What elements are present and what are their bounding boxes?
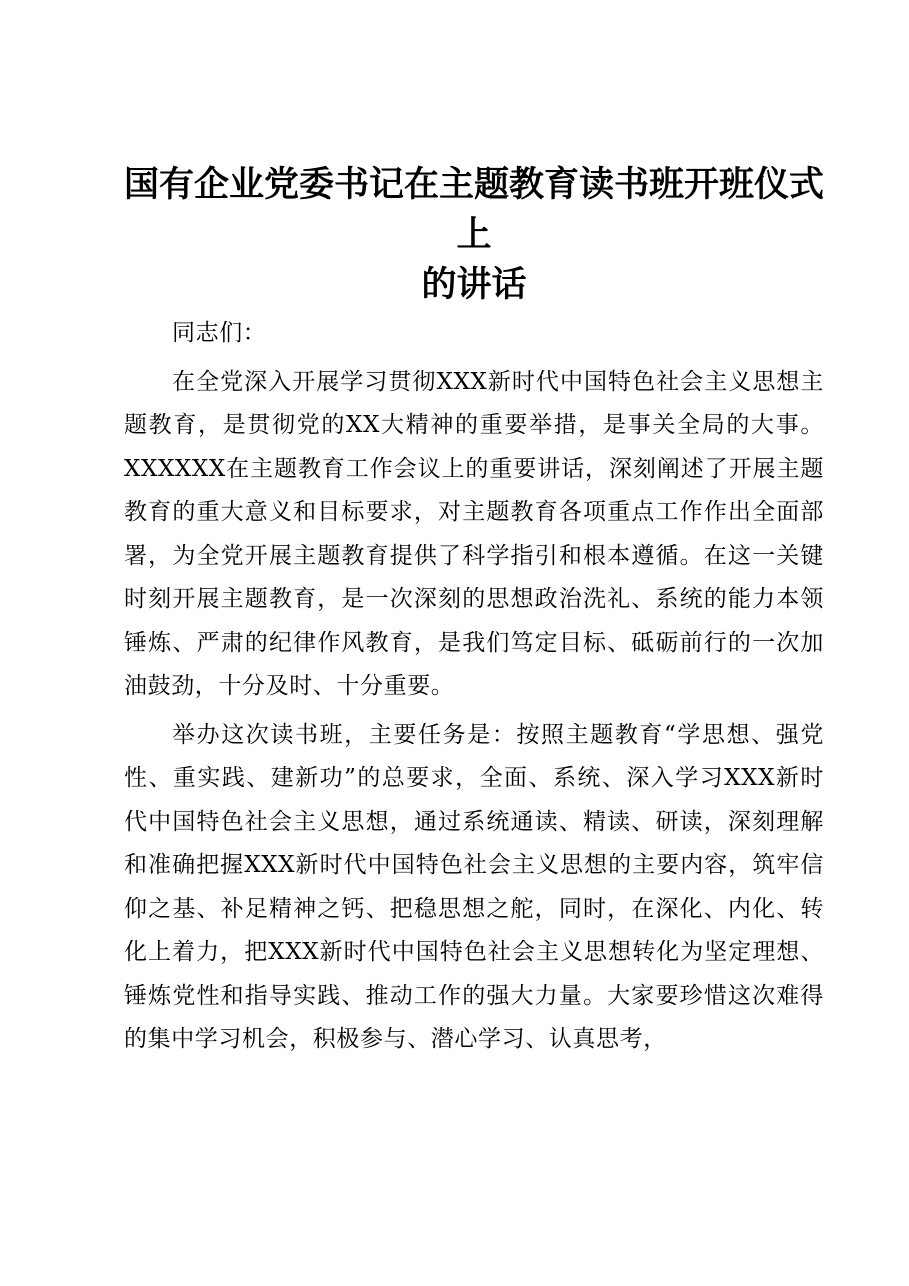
paragraph-1: 在全党深入开展学习贯彻XXX新时代中国特色社会主义思想主题教育，是贯彻党的XX大精神的重要举措，是事关全局的大事。XXXXXX在主题教育工作会议上的重要讲话，深刻阐述了开展主题教育的重大意义和目标要求，对主题教育各项重点工作作出全面部署，为全党开展主题教育提供了科学指引和根本遵循。在这一关键时刻开展主题教育，是一次深刻的思想政治洗礼、系统的能力本领锤炼、严肃的纪律作风教育，是我们笃定目标、砥砺前行的一次加油鼓劲，十分及时、十分重要。 <box>124 368 824 699</box>
document-title <box>118 160 830 310</box>
document-body <box>124 312 824 1067</box>
paragraph-2: 举办这次读书班，主要任务是：按照主题教育“学思想、强党性、重实践、建新功”的总要求，全面、系统、深入学习XXX新时代中国特色社会主义思想，通过系统通读、精读、研读，深刻理解和准确把握XXX新时代中国特色社会主义思想的主要内容，筑牢信仰之基、补足精神之钙、把稳思想之舵，同时，在深化、内化、转化上着力，把XXX新时代中国特色社会主义思想转化为坚定理想、锤炼党性和指导实践、推动工作的强大力量。大家要珍惜这次难得的集中学习机会，积极参与、潜心学习、认真思考， <box>124 721 824 1052</box>
title-line-1: 国有企业党委书记在主题教育读书班开班仪式上 <box>123 165 824 255</box>
title-line-2: 的讲话 <box>421 265 527 305</box>
salutation: 同志们： <box>172 320 267 346</box>
